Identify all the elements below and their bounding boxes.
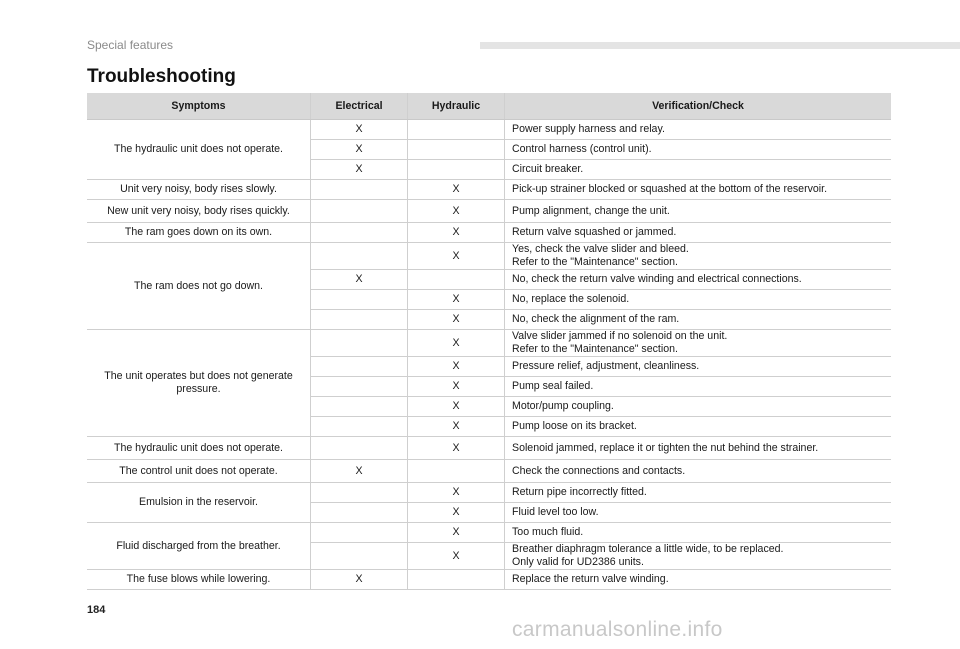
electrical-cell: [311, 437, 408, 460]
hydraulic-cell: X: [408, 437, 505, 460]
verification-cell: [505, 290, 892, 310]
verification-line: Too much fluid.: [512, 526, 584, 538]
symptom-cell: The hydraulic unit does not operate.: [87, 120, 311, 180]
verification-cell: [505, 330, 892, 357]
verification-line: Solenoid jammed, replace it or tighten the nut behind the strainer.: [512, 441, 819, 454]
verification-cell: [505, 120, 892, 140]
symptom-cell: The fuse blows while lowering.: [87, 570, 311, 590]
hydraulic-cell: [408, 460, 505, 483]
electrical-cell: X: [311, 270, 408, 290]
verification-cell: [505, 483, 892, 503]
electrical-cell: [311, 290, 408, 310]
verification-line: Return valve squashed or jammed.: [512, 226, 677, 238]
verification-line: No, check the return valve winding and electrical connections.: [512, 273, 802, 285]
electrical-cell: [311, 330, 408, 357]
symptom-cell: New unit very noisy, body rises quickly.: [87, 200, 311, 223]
verification-line: Motor/pump coupling.: [512, 400, 614, 412]
page-title: Troubleshooting: [87, 66, 236, 87]
table-row: [87, 523, 891, 543]
verification-line: Control harness (control unit).: [512, 143, 652, 155]
hydraulic-cell: X: [408, 290, 505, 310]
verification-line: Circuit breaker.: [512, 163, 584, 175]
table-row: [87, 223, 891, 243]
electrical-cell: X: [311, 160, 408, 180]
table-row: [87, 570, 891, 590]
verification-cell: [505, 270, 892, 290]
hydraulic-cell: [408, 120, 505, 140]
symptom-cell: The hydraulic unit does not operate.: [87, 437, 311, 460]
verification-cell: [505, 140, 892, 160]
table-row: [87, 483, 891, 503]
hydraulic-cell: X: [408, 223, 505, 243]
table-row: [87, 200, 891, 223]
troubleshooting-table: [87, 93, 891, 590]
symptom-cell: The ram goes down on its own.: [87, 223, 311, 243]
electrical-cell: [311, 223, 408, 243]
verification-cell: [505, 377, 892, 397]
page-number: 184: [87, 604, 106, 616]
table-row: [87, 330, 891, 357]
verification-line: Yes, check the valve slider and bleed.: [512, 243, 689, 255]
watermark: carmanualsonline.info: [512, 618, 723, 641]
verification-cell: [505, 570, 892, 590]
verification-cell: [505, 503, 892, 523]
electrical-cell: X: [311, 120, 408, 140]
verification-line: Fluid level too low.: [512, 506, 599, 518]
hydraulic-cell: [408, 270, 505, 290]
hydraulic-cell: X: [408, 483, 505, 503]
electrical-cell: [311, 417, 408, 437]
electrical-cell: [311, 483, 408, 503]
hydraulic-cell: X: [408, 180, 505, 200]
electrical-cell: X: [311, 460, 408, 483]
verification-cell: [505, 543, 892, 570]
verification-cell: [505, 437, 892, 460]
verification-cell: [505, 523, 892, 543]
verification-line: Refer to the "Maintenance" section.: [512, 343, 678, 355]
verification-cell: [505, 243, 892, 270]
hydraulic-cell: X: [408, 417, 505, 437]
verification-cell: [505, 310, 892, 330]
verification-cell: [505, 397, 892, 417]
verification-line: Power supply harness and relay.: [512, 123, 665, 135]
electrical-cell: [311, 310, 408, 330]
hydraulic-cell: [408, 570, 505, 590]
verification-line: Return pipe incorrectly fitted.: [512, 486, 647, 498]
column-header-verification: Verification/Check: [505, 93, 892, 120]
verification-line: Replace the return valve winding.: [512, 573, 669, 585]
hydraulic-cell: X: [408, 310, 505, 330]
hydraulic-cell: [408, 160, 505, 180]
electrical-cell: X: [311, 570, 408, 590]
verification-cell: [505, 200, 892, 223]
table-header-row: [87, 93, 891, 120]
verification-cell: [505, 417, 892, 437]
verification-line: Breather diaphragm tolerance a little wide, to be replaced.: [512, 543, 784, 555]
symptom-cell: The control unit does not operate.: [87, 460, 311, 483]
verification-cell: [505, 180, 892, 200]
section-header: Special features: [87, 38, 174, 52]
table-row: [87, 243, 891, 270]
verification-line: Check the connections and contacts.: [512, 464, 686, 477]
symptom-cell: The unit operates but does not generate pressure.: [87, 330, 311, 437]
verification-cell: [505, 160, 892, 180]
table-row: [87, 120, 891, 140]
electrical-cell: [311, 200, 408, 223]
electrical-cell: [311, 523, 408, 543]
hydraulic-cell: X: [408, 397, 505, 417]
hydraulic-cell: X: [408, 523, 505, 543]
electrical-cell: [311, 543, 408, 570]
hydraulic-cell: X: [408, 357, 505, 377]
verification-line: No, check the alignment of the ram.: [512, 313, 680, 325]
verification-line: Pressure relief, adjustment, cleanliness.: [512, 360, 700, 372]
column-header-electrical: Electrical: [311, 93, 408, 120]
verification-cell: [505, 357, 892, 377]
electrical-cell: [311, 180, 408, 200]
symptom-cell: The ram does not go down.: [87, 243, 311, 330]
table-row: [87, 437, 891, 460]
electrical-cell: X: [311, 140, 408, 160]
verification-line: Pump loose on its bracket.: [512, 420, 637, 432]
hydraulic-cell: X: [408, 200, 505, 223]
verification-cell: [505, 460, 892, 483]
symptom-cell: Emulsion in the reservoir.: [87, 483, 311, 523]
verification-line: Valve slider jammed if no solenoid on the unit.: [512, 330, 728, 342]
symptom-cell: Unit very noisy, body rises slowly.: [87, 180, 311, 200]
verification-line: Pump alignment, change the unit.: [512, 204, 670, 217]
column-header-symptoms: Symptoms: [87, 93, 311, 120]
table-row: [87, 460, 891, 483]
hydraulic-cell: X: [408, 330, 505, 357]
header-rule: [480, 42, 960, 49]
symptom-cell: Fluid discharged from the breather.: [87, 523, 311, 570]
electrical-cell: [311, 243, 408, 270]
verification-line: Only valid for UD2386 units.: [512, 556, 644, 568]
hydraulic-cell: X: [408, 377, 505, 397]
hydraulic-cell: X: [408, 543, 505, 570]
verification-line: Pump seal failed.: [512, 380, 594, 392]
hydraulic-cell: X: [408, 243, 505, 270]
column-header-hydraulic: Hydraulic: [408, 93, 505, 120]
hydraulic-cell: X: [408, 503, 505, 523]
electrical-cell: [311, 397, 408, 417]
electrical-cell: [311, 503, 408, 523]
verification-line: Pick-up strainer blocked or squashed at the bottom of the reservoir.: [512, 183, 828, 195]
electrical-cell: [311, 357, 408, 377]
electrical-cell: [311, 377, 408, 397]
table-row: [87, 180, 891, 200]
verification-line: Refer to the "Maintenance" section.: [512, 256, 678, 268]
verification-cell: [505, 223, 892, 243]
hydraulic-cell: [408, 140, 505, 160]
verification-line: No, replace the solenoid.: [512, 293, 630, 305]
table-body: [87, 120, 891, 590]
